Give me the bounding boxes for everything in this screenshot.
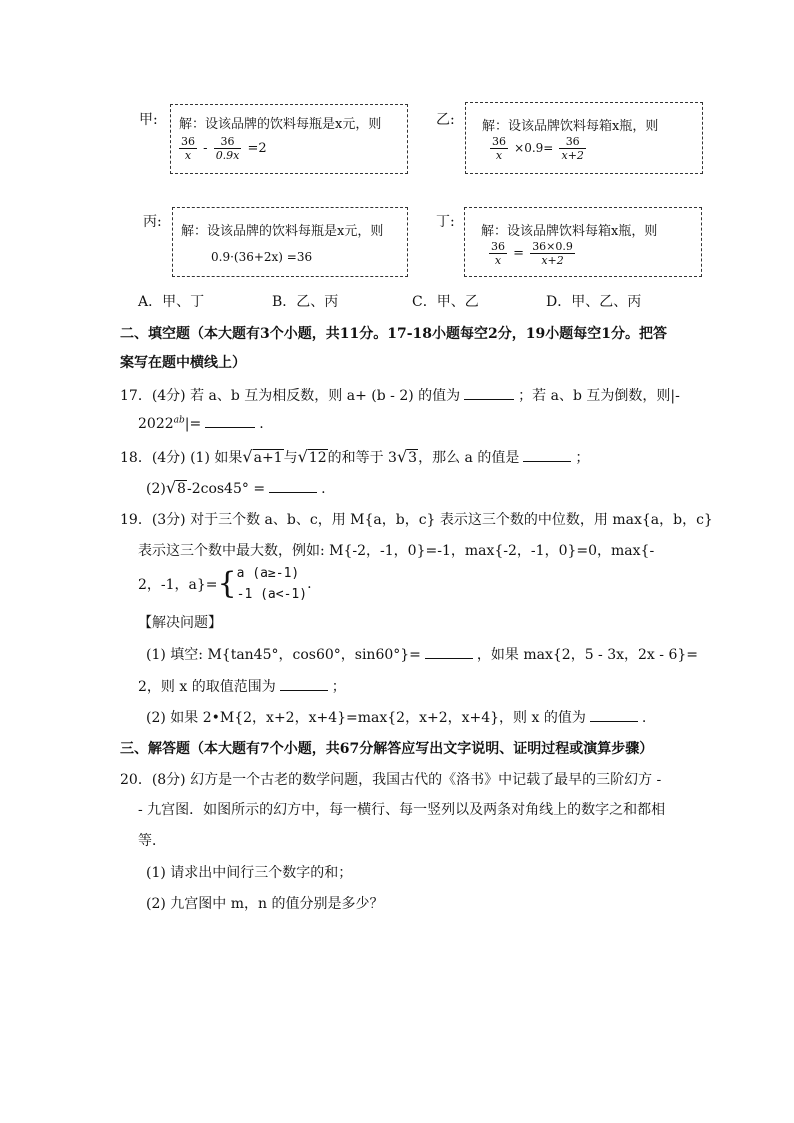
equation-tail: =2	[247, 141, 267, 156]
q17-text: ；若 a、b 互为倒数，则|-	[518, 388, 680, 404]
denominator: 0.9x	[215, 149, 240, 162]
q19-text: (2) 如果 2•M{2，x+2，x+4}=max{2，x+2，x+4}，则 x 的值为	[146, 710, 586, 726]
q18-text: .	[321, 481, 326, 497]
label-jia: 甲:	[139, 112, 158, 128]
denominator: x	[494, 254, 502, 267]
box-bing-line2: 0.9·(36+2x) =36	[211, 250, 313, 264]
q19-heading: 【解决问题】	[138, 615, 222, 631]
q20-sub1: (1) 请求出中间行三个数字的和；	[146, 865, 353, 881]
q19-sub1-line2	[138, 676, 346, 696]
label-bing: 丙:	[143, 214, 162, 230]
denominator: x	[495, 149, 503, 162]
answer-blank	[590, 709, 638, 722]
section2-heading-line2: 案写在题中横线上）	[120, 355, 246, 371]
answer-blank	[425, 646, 473, 659]
q19-sub2	[146, 707, 646, 727]
q18-text: -2cos45° =	[186, 481, 266, 497]
q18-line1	[120, 447, 589, 467]
q19-text: 2，则 x 的取值范围为	[138, 679, 276, 695]
denominator: x	[184, 149, 192, 162]
box-jia-line1: 解：设该品牌的饮料每瓶是x元，则	[179, 117, 382, 132]
q20-sub2: (2) 九宫图中 m，n 的值分别是多少？	[146, 896, 384, 912]
q17-text: .	[259, 416, 264, 432]
answer-blank	[280, 678, 328, 691]
q18-line2	[146, 478, 326, 497]
box-ding-line1: 解：设该品牌饮料每箱x瓶，则	[481, 224, 658, 239]
piecewise-cases	[237, 563, 307, 605]
sqrt-expression: √12	[297, 447, 327, 466]
q19-sub1-line1	[146, 644, 698, 664]
fraction	[530, 240, 575, 267]
answer-blank	[205, 415, 255, 428]
q19-line3	[138, 563, 312, 605]
q17-line1	[120, 385, 680, 405]
q17-text: 17．(4分) 若 a、b 互为相反数，则 a+ (b - 2) 的值为	[120, 388, 461, 404]
fraction	[214, 135, 242, 162]
answer-blank	[523, 449, 571, 462]
q18-text: 18．(4分) (1) 如果	[120, 450, 243, 466]
option-box-ding	[464, 207, 702, 277]
radicand: 8	[177, 481, 186, 497]
sqrt-expression: √a+1	[242, 447, 283, 466]
sqrt-expression: √3	[396, 447, 418, 466]
q18-text: ；	[575, 450, 590, 466]
q19-text: .	[307, 576, 312, 592]
box-jia-equation	[177, 135, 267, 162]
q17-line2	[138, 415, 264, 432]
operator: ×0.9=	[514, 141, 554, 155]
label-ding: 丁:	[436, 214, 455, 230]
q17-text: 2022	[138, 416, 174, 432]
numerator: 36×0.9	[532, 240, 573, 253]
sqrt-expression: √8	[165, 478, 186, 497]
section3-heading: 三、解答题（本大题有7个小题，共67分解答应写出文字说明、证明过程或演算步骤）	[120, 741, 654, 757]
choice-d: D．甲、乙、丙	[546, 294, 642, 310]
q17-text: |=	[184, 416, 202, 432]
numerator: 36	[491, 240, 505, 253]
section2-heading-line1: 二、填空题（本大题有3个小题，共11分。17-18小题每空2分，19小题每空1分。把答	[120, 326, 667, 342]
q19-text: ；	[331, 679, 346, 695]
q18-text: 与	[283, 450, 298, 466]
box-yi-equation	[488, 135, 588, 162]
case-1: a (a≥-1)	[236, 566, 300, 581]
option-box-jia	[170, 104, 408, 174]
q19-text: (1) 填空: M{tan45°，cos60°，sin60°}=	[146, 647, 421, 663]
q19-text: ，如果 max{2，5 - 3x，2x - 6}=	[476, 647, 699, 663]
q19-line2: 表示这三个数中最大数，例如: M{-2，-1，0}=-1，max{-2，-1，0}=0，max{-	[138, 543, 655, 559]
denominator: x+2	[561, 149, 584, 162]
exponent: ab	[173, 415, 185, 426]
fraction	[490, 135, 508, 162]
brace-symbol: {	[217, 566, 237, 601]
numerator: 36	[181, 135, 195, 148]
choice-b: B．乙、丙	[272, 294, 339, 310]
case-2: -1 (a<-1)	[236, 587, 308, 602]
q20-line1: 20．(8分) 幻方是一个古老的数学问题，我国古代的《洛书》中记载了最早的三阶幻方 -	[120, 772, 662, 788]
q19-text: .	[641, 710, 647, 726]
fraction	[559, 135, 585, 162]
numerator: 36	[559, 135, 585, 149]
q18-text: (2)	[146, 481, 166, 497]
choice-a: A．甲、丁	[138, 294, 205, 310]
label-yi: 乙:	[436, 112, 455, 128]
q20-line2: - 九宫图．如图所示的幻方中，每一横行、每一竖列以及两条对角线上的数字之和都相	[138, 802, 666, 818]
fraction	[489, 240, 507, 267]
radicand: a+1	[253, 450, 283, 466]
choice-c: C．甲、乙	[412, 294, 479, 310]
radicand: 3	[408, 450, 418, 466]
option-box-yi	[465, 102, 703, 174]
answer-blank	[464, 387, 514, 400]
q18-text: 的和等于 3	[327, 450, 397, 466]
box-bing-line1: 解：设该品牌的饮料每瓶是x元，则	[181, 224, 384, 239]
fraction	[179, 135, 197, 162]
answer-blank	[269, 480, 317, 493]
q19-text: 2，-1，a}=	[138, 577, 218, 593]
operator: =	[513, 246, 525, 261]
q20-line3: 等．	[138, 833, 166, 849]
numerator: 36	[214, 135, 242, 149]
q19-line1: 19．(3分) 对于三个数 a、b、c，用 M{a，b，c} 表示这三个数的中位数，用 max{a，b，c}	[120, 512, 713, 528]
radicand: 12	[308, 450, 327, 466]
option-box-bing	[172, 207, 408, 277]
denominator: x+2	[541, 254, 564, 267]
numerator: 36	[492, 135, 506, 148]
box-ding-equation	[487, 240, 577, 267]
operator: -	[203, 141, 208, 156]
box-yi-line1: 解：设该品牌饮料每箱x瓶，则	[482, 119, 659, 134]
q18-text: ，那么 a 的值是	[418, 450, 520, 466]
